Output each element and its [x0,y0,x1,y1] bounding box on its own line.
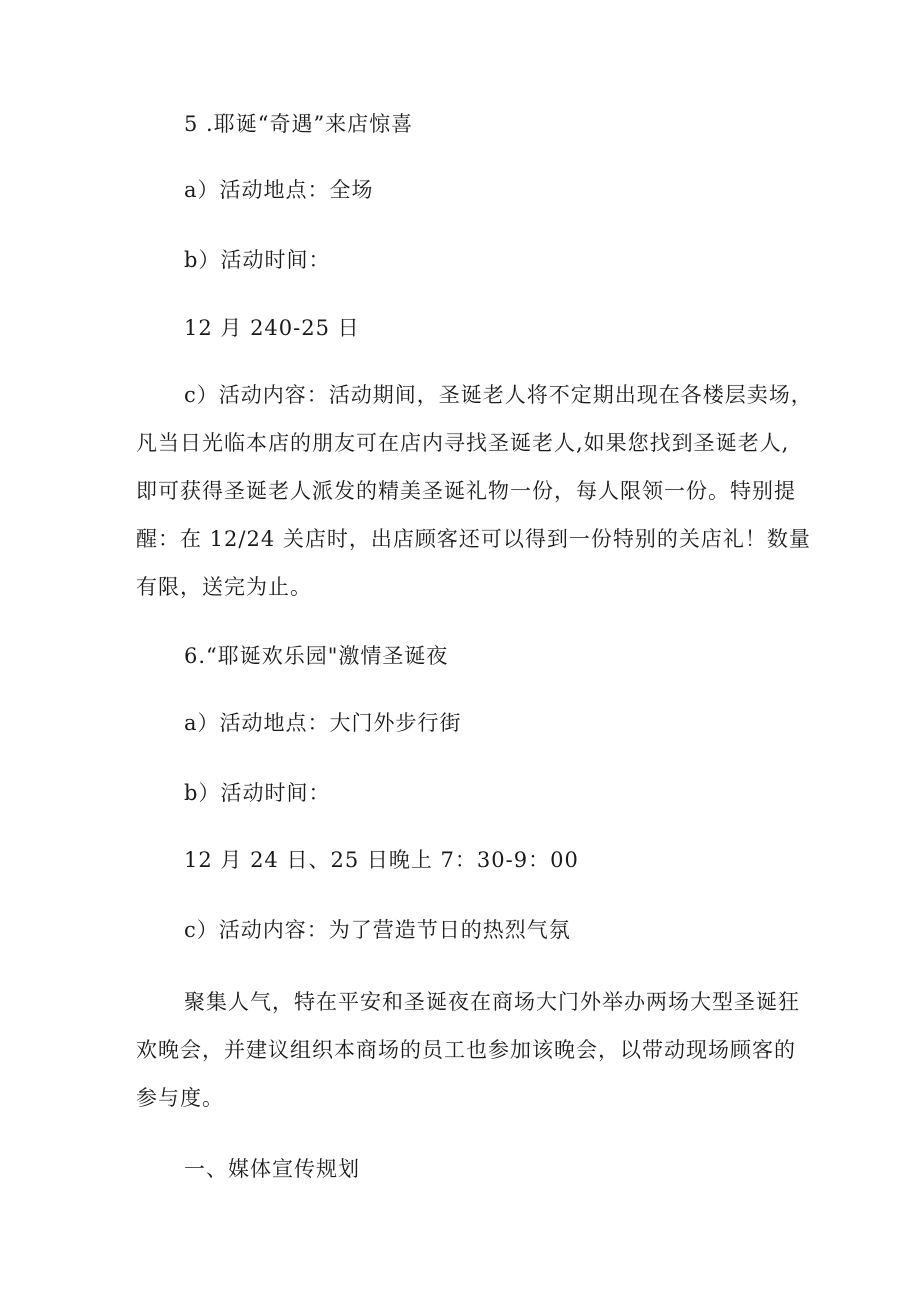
item5-content-line: 有限，送完为止。 [136,575,312,599]
item5-location: a）活动地点：全场 [184,178,374,202]
item6-content-line: 欢晚会，并建议组织本商场的员工也参加该晚会，以带动现场顾客的 [136,1038,796,1062]
item5-content [136,371,813,611]
item5-content-line: 即可获得圣诞老人派发的精美圣诞礼物一份，每人限领一份。特别提 [136,479,796,503]
item5-content-line: 凡当日光临本店的朋友可在店内寻找圣诞老人,如果您找到圣诞老人, [136,431,790,455]
section-heading: 一、媒体宣传规划 [184,1157,360,1181]
item6-time-value: 12 月 24 日、25 日晚上 7：30-9：00 [184,848,579,872]
item6-location: a）活动地点：大门外步行街 [184,711,462,735]
item5-time-value: 12 月 240-25 日 [184,316,360,340]
item6-content-intro: c）活动内容：为了营造节日的热烈气氛 [184,918,571,942]
item6-content [136,978,800,1122]
item6-content-line: 聚集人气，特在平安和圣诞夜在商场大门外举办两场大型圣诞狂 [184,990,800,1014]
item5-content-line: c）活动内容：活动期间，圣诞老人将不定期出现在各楼层卖场， [184,383,813,407]
item5-time-label: b）活动时间： [184,248,331,272]
item5-content-line: 醒：在 12/24 关店时，出店顾客还可以得到一份特别的关店礼！数量 [136,527,811,551]
item6-title: 6.“耶诞欢乐园"激情圣诞夜 [184,644,449,668]
item6-content-line: 参与度。 [136,1086,224,1110]
item5-title: 5 .耶诞“奇遇”来店惊喜 [184,112,414,136]
item6-time-label: b）活动时间： [184,781,331,805]
